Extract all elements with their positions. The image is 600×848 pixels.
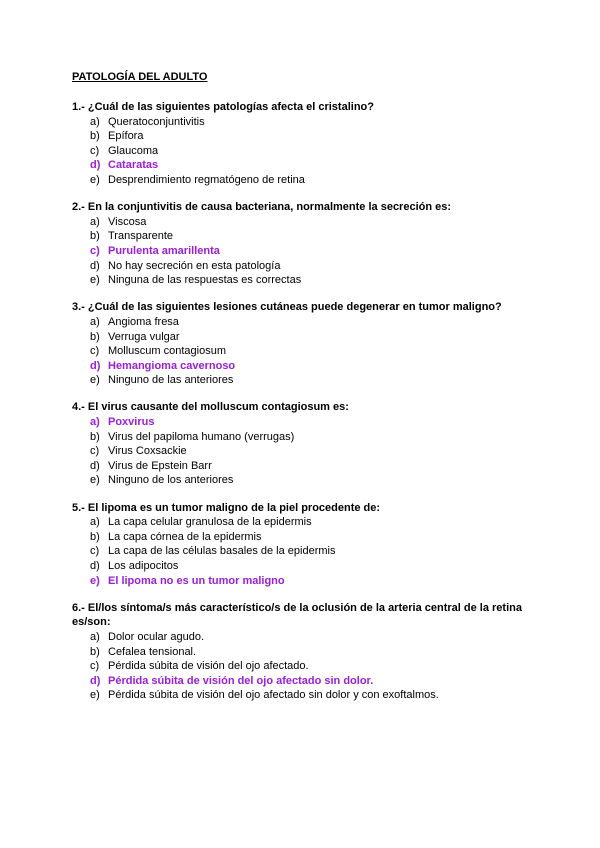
option-list bbox=[72, 215, 532, 288]
answer-option bbox=[72, 559, 532, 574]
option-text: Virus del papiloma humano (verrugas) bbox=[108, 430, 295, 443]
answer-option bbox=[72, 645, 532, 660]
option-letter: e) bbox=[90, 274, 100, 287]
option-text: Ninguno de las anteriores bbox=[108, 374, 234, 387]
correct-answer-option bbox=[72, 574, 532, 589]
option-letter: a) bbox=[90, 630, 100, 643]
answer-option bbox=[72, 330, 532, 345]
option-list bbox=[72, 515, 532, 588]
answer-option bbox=[72, 459, 532, 474]
answer-option bbox=[72, 173, 532, 188]
question-text: 2.- En la conjuntivitis de causa bacteriana, normalmente la secreción es: bbox=[72, 201, 452, 214]
option-text: Molluscum contagiosum bbox=[108, 345, 226, 358]
correct-answer-option bbox=[72, 359, 532, 374]
option-letter: c) bbox=[90, 345, 100, 358]
option-text: Angioma fresa bbox=[108, 315, 179, 328]
option-letter: d) bbox=[90, 560, 100, 572]
option-letter: a) bbox=[90, 315, 100, 328]
option-text: Pérdida súbita de visión del ojo afectado sin dolor y con exoftalmos. bbox=[108, 689, 439, 702]
option-list bbox=[72, 415, 532, 488]
option-text: Virus Coxsackie bbox=[108, 445, 187, 458]
answer-option bbox=[72, 129, 532, 144]
option-letter: d) bbox=[90, 159, 101, 172]
option-letter: e) bbox=[90, 374, 100, 387]
answer-option bbox=[72, 688, 532, 703]
question-2 bbox=[72, 200, 532, 288]
question-text: 1.- ¿Cuál de las siguientes patologías afecta el cristalino? bbox=[72, 101, 374, 113]
option-letter: a) bbox=[90, 516, 100, 529]
option-text: Pérdida súbita de visión del ojo afectado. bbox=[108, 660, 309, 673]
question-3 bbox=[72, 300, 532, 388]
answer-option bbox=[72, 544, 532, 559]
question-4 bbox=[72, 400, 532, 488]
answer-option bbox=[72, 344, 532, 359]
correct-answer-option bbox=[72, 674, 532, 689]
option-text: Poxvirus bbox=[108, 416, 155, 429]
option-text: Virus de Epstein Barr bbox=[108, 459, 212, 472]
question-text: 6.- El/los síntoma/s más característico/s de la oclusión de la arteria central de la retina es/son: bbox=[72, 601, 522, 629]
option-text: Desprendimiento regmatógeno de retina bbox=[108, 173, 305, 186]
option-text: Purulenta amarillenta bbox=[108, 244, 220, 257]
option-letter: c) bbox=[90, 144, 100, 157]
option-letter: d) bbox=[90, 259, 100, 272]
option-letter: c) bbox=[90, 445, 100, 458]
answer-option bbox=[72, 273, 532, 288]
correct-answer-option bbox=[72, 415, 532, 430]
option-text: El lipoma no es un tumor maligno bbox=[108, 574, 285, 587]
correct-answer-option bbox=[72, 244, 532, 259]
option-text: Hemangioma cavernoso bbox=[108, 359, 236, 372]
option-letter: b) bbox=[90, 645, 100, 658]
option-letter: e) bbox=[90, 574, 100, 587]
option-text: Cataratas bbox=[108, 159, 159, 172]
option-letter: a) bbox=[90, 215, 100, 228]
answer-option bbox=[72, 630, 532, 645]
option-list bbox=[72, 315, 532, 388]
question-5 bbox=[72, 501, 532, 589]
question-6 bbox=[72, 601, 532, 703]
answer-option bbox=[72, 473, 532, 488]
option-text: No hay secreción en esta patología bbox=[108, 259, 281, 272]
answer-option bbox=[72, 229, 532, 244]
option-letter: e) bbox=[90, 474, 100, 487]
option-letter: a) bbox=[90, 416, 100, 429]
option-letter: e) bbox=[90, 173, 100, 186]
question-list bbox=[72, 100, 532, 716]
option-text: La capa celular granulosa de la epidermis bbox=[108, 516, 312, 529]
option-letter: d) bbox=[90, 459, 100, 472]
option-text: La capa de las células basales de la epidermis bbox=[108, 545, 336, 558]
option-letter: c) bbox=[90, 244, 100, 257]
option-text: La capa córnea de la epidermis bbox=[108, 530, 262, 543]
option-text: Ninguna de las respuestas es correctas bbox=[108, 274, 302, 287]
answer-option bbox=[72, 444, 532, 459]
question-text: 5.- El lipoma es un tumor maligno de la piel procedente de: bbox=[72, 501, 381, 514]
option-list bbox=[72, 115, 532, 188]
answer-option bbox=[72, 659, 532, 674]
option-text: Transparente bbox=[108, 230, 174, 243]
question-text: 3.- ¿Cuál de las siguientes lesiones cutáneas puede degenerar en tumor maligno? bbox=[72, 301, 502, 314]
option-letter: b) bbox=[90, 130, 100, 143]
option-letter: e) bbox=[90, 689, 100, 702]
answer-option bbox=[72, 315, 532, 330]
option-letter: c) bbox=[90, 660, 100, 673]
option-letter: d) bbox=[90, 359, 101, 372]
answer-option bbox=[72, 373, 532, 388]
option-list bbox=[72, 630, 532, 703]
option-text: Queratoconjuntivitis bbox=[108, 115, 205, 128]
question-1 bbox=[72, 100, 532, 188]
option-letter: a) bbox=[90, 115, 100, 128]
answer-option bbox=[72, 115, 532, 130]
answer-option bbox=[72, 144, 532, 159]
option-letter: b) bbox=[90, 230, 100, 243]
correct-answer-option bbox=[72, 158, 532, 173]
answer-option bbox=[72, 515, 532, 530]
option-text: Glaucoma bbox=[108, 144, 159, 157]
option-letter: c) bbox=[90, 545, 100, 558]
option-text: Cefalea tensional. bbox=[108, 645, 197, 658]
option-text: Los adipocitos bbox=[108, 560, 179, 572]
answer-option bbox=[72, 259, 532, 274]
option-letter: b) bbox=[90, 430, 100, 443]
option-text: Viscosa bbox=[108, 215, 147, 228]
answer-option bbox=[72, 530, 532, 545]
option-letter: d) bbox=[90, 674, 101, 687]
option-text: Epífora bbox=[108, 130, 144, 143]
option-text: Ninguno de los anteriores bbox=[108, 474, 234, 487]
option-text: Verruga vulgar bbox=[108, 330, 180, 343]
question-text: 4.- El virus causante del molluscum contagiosum es: bbox=[72, 401, 349, 414]
option-text: Dolor ocular agudo. bbox=[108, 630, 205, 643]
option-letter: b) bbox=[90, 530, 100, 543]
answer-option bbox=[72, 215, 532, 230]
option-letter: b) bbox=[90, 330, 100, 343]
option-text: Pérdida súbita de visión del ojo afectado sin dolor. bbox=[108, 674, 374, 687]
answer-option bbox=[72, 430, 532, 445]
document-title: PATOLOGÍA DEL ADULTO bbox=[72, 71, 208, 83]
